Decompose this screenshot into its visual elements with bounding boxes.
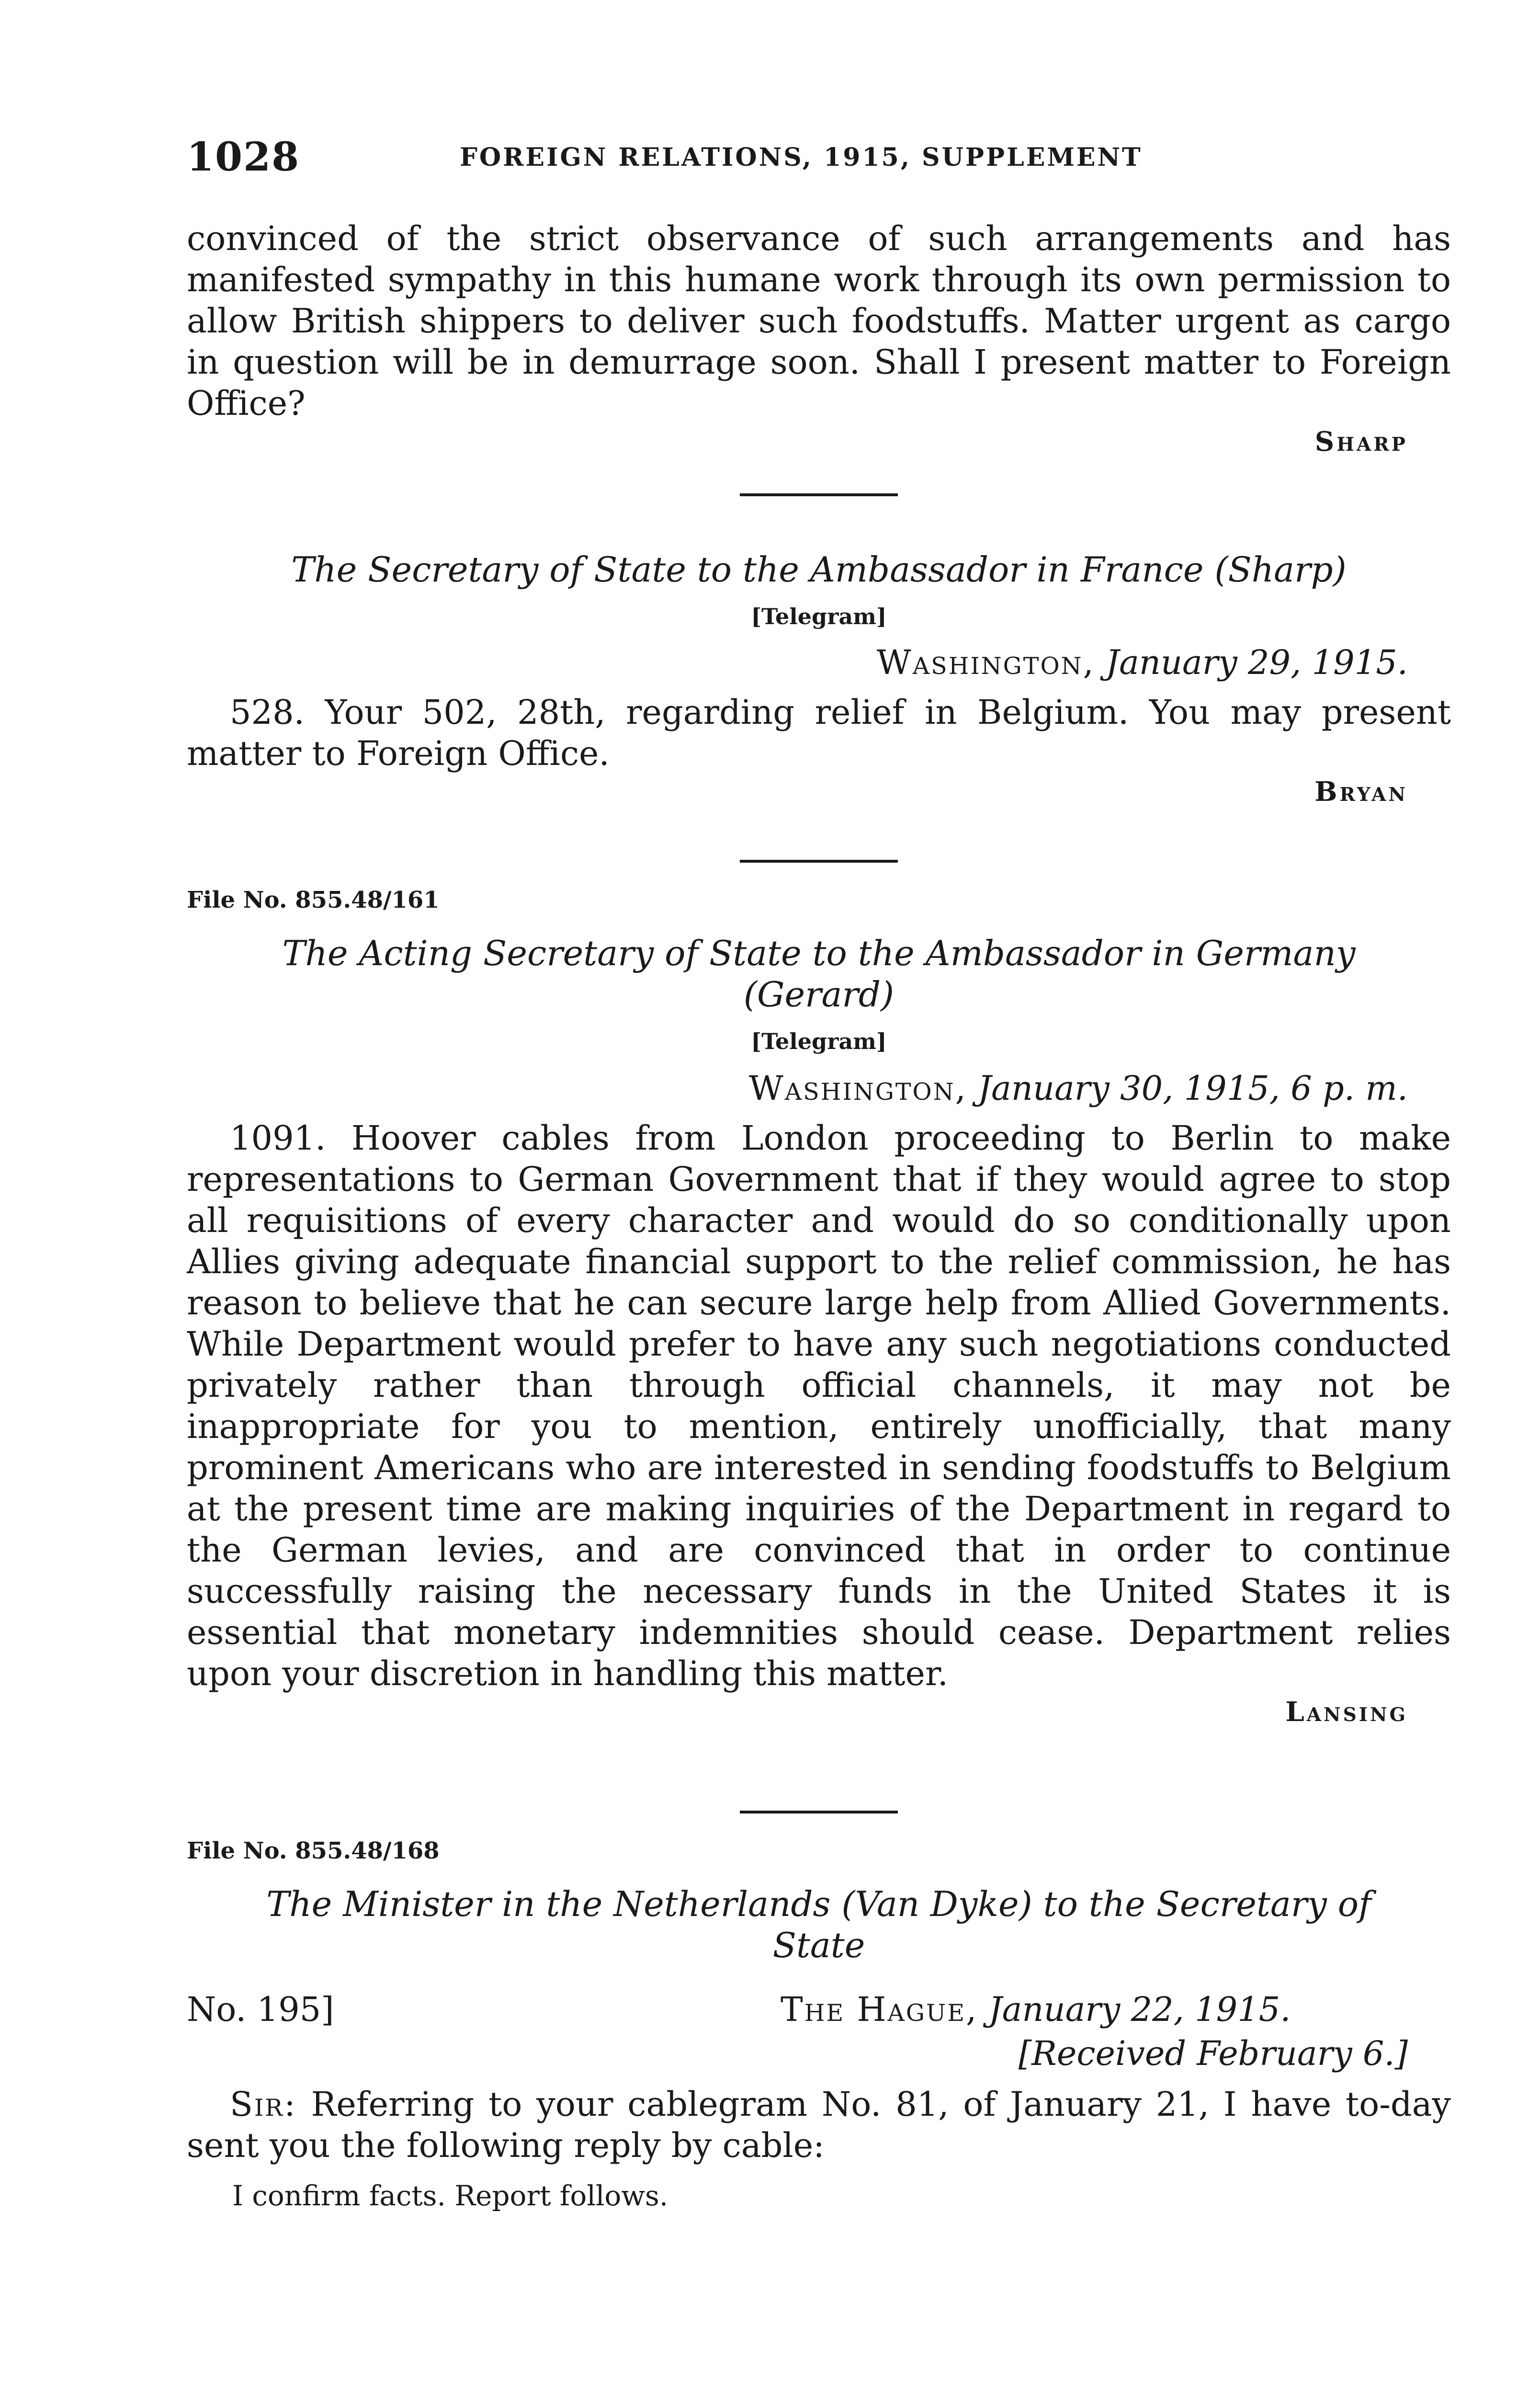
document-title-2-line-1: The Acting Secretary of State to the Ambassador in Germany bbox=[282, 933, 1356, 973]
dateline bbox=[187, 643, 1451, 682]
telegram-tag: [Telegram] bbox=[751, 604, 887, 629]
page-number: 1028 bbox=[187, 134, 300, 180]
title-prefix: The Secretary of State to the Ambassador in France ( bbox=[291, 549, 1228, 590]
letter-paragraph: Referring to your cablegram No. 81, of January 21, I have to-day sent you the following reply by cable: bbox=[187, 2085, 1451, 2165]
continuation-paragraph: convinced of the strict observance of such arrangements and has manifested sympathy in this humane work through its own permission to allow British shippers to deliver such foodstuffs. Matter urgent as cargo in question will be in demurrage soon. Shall I present matter to Foreign Office? bbox=[187, 219, 1451, 423]
letter-body bbox=[187, 2084, 1451, 2166]
dateline bbox=[781, 1990, 1291, 2029]
dateline-date: January 22, 1915. bbox=[988, 1990, 1291, 2029]
running-title: FOREIGN RELATIONS, 1915, SUPPLEMENT bbox=[460, 143, 1143, 172]
document-1 bbox=[187, 493, 1451, 808]
dateline-date: January 29, 1915. bbox=[1106, 643, 1408, 682]
signature-sharp: Sharp bbox=[1314, 426, 1408, 457]
document-title-3-line-2: State bbox=[772, 1925, 865, 1965]
document-title-2-line-2: (Gerard) bbox=[743, 974, 895, 1015]
file-number: File No. 855.48/168 bbox=[187, 1837, 440, 1864]
section-divider bbox=[740, 860, 898, 863]
dateline bbox=[187, 1069, 1451, 1108]
document-title-1 bbox=[187, 549, 1451, 590]
title-suffix: ) bbox=[1333, 549, 1347, 590]
document-2 bbox=[187, 860, 1451, 1728]
document-title-3-line-1: The Minister in the Netherlands (Van Dyke) to the Secretary of bbox=[266, 1884, 1371, 1924]
section-divider bbox=[740, 493, 898, 496]
dateline-place: The Hague, bbox=[781, 1990, 978, 2029]
dispatch-number: No. 195] bbox=[187, 1990, 334, 2029]
dateline-date: January 30, 1915, 6 p. m. bbox=[978, 1069, 1408, 1108]
document-3 bbox=[187, 1811, 1451, 2212]
dispatch-line bbox=[187, 1990, 1451, 2034]
received-date: [Received February 6.] bbox=[1018, 2034, 1408, 2073]
title-name: Sharp bbox=[1228, 549, 1333, 590]
dateline-place: Washington, bbox=[748, 1069, 967, 1108]
quoted-cable: I confirm facts. Report follows. bbox=[232, 2179, 668, 2212]
continuation-section bbox=[187, 218, 1451, 457]
signature-lansing: Lansing bbox=[1285, 1696, 1408, 1728]
signature-bryan: Bryan bbox=[1314, 776, 1408, 808]
telegram-body-1091: 1091. Hoover cables from London proceeding to Berlin to make representations to German Government that if they would agree to stop all requisitions of every character and would do so conditionally upon Allies giving adequate financial support to the relief commission, he has reason to believe that he can secure large help from Allied Governments. While Department would prefer to have any such negotiations conducted privately rather than through official channels, it may not be inappropriate for you to mention, entirely unofficially, that many prominent Americans who are interested in sending foodstuffs to Belgium at the present time are making inquiries of the Department in regard to the German levies, and are convinced that in order to continue successfully raising the necessary funds in the United States it is essential that monetary indemnities should cease. Department relies upon your discretion in handling this matter. bbox=[187, 1118, 1451, 1693]
telegram-body-528: 528. Your 502, 28th, regarding relief in Belgium. You may present matter to Foreign Office. bbox=[187, 693, 1451, 773]
section-divider bbox=[740, 1811, 898, 1813]
salutation: Sir: bbox=[230, 2085, 297, 2124]
dateline-place: Washington, bbox=[876, 643, 1095, 682]
telegram-tag: [Telegram] bbox=[751, 1028, 887, 1054]
file-number: File No. 855.48/161 bbox=[187, 887, 440, 913]
running-head bbox=[187, 134, 1451, 187]
